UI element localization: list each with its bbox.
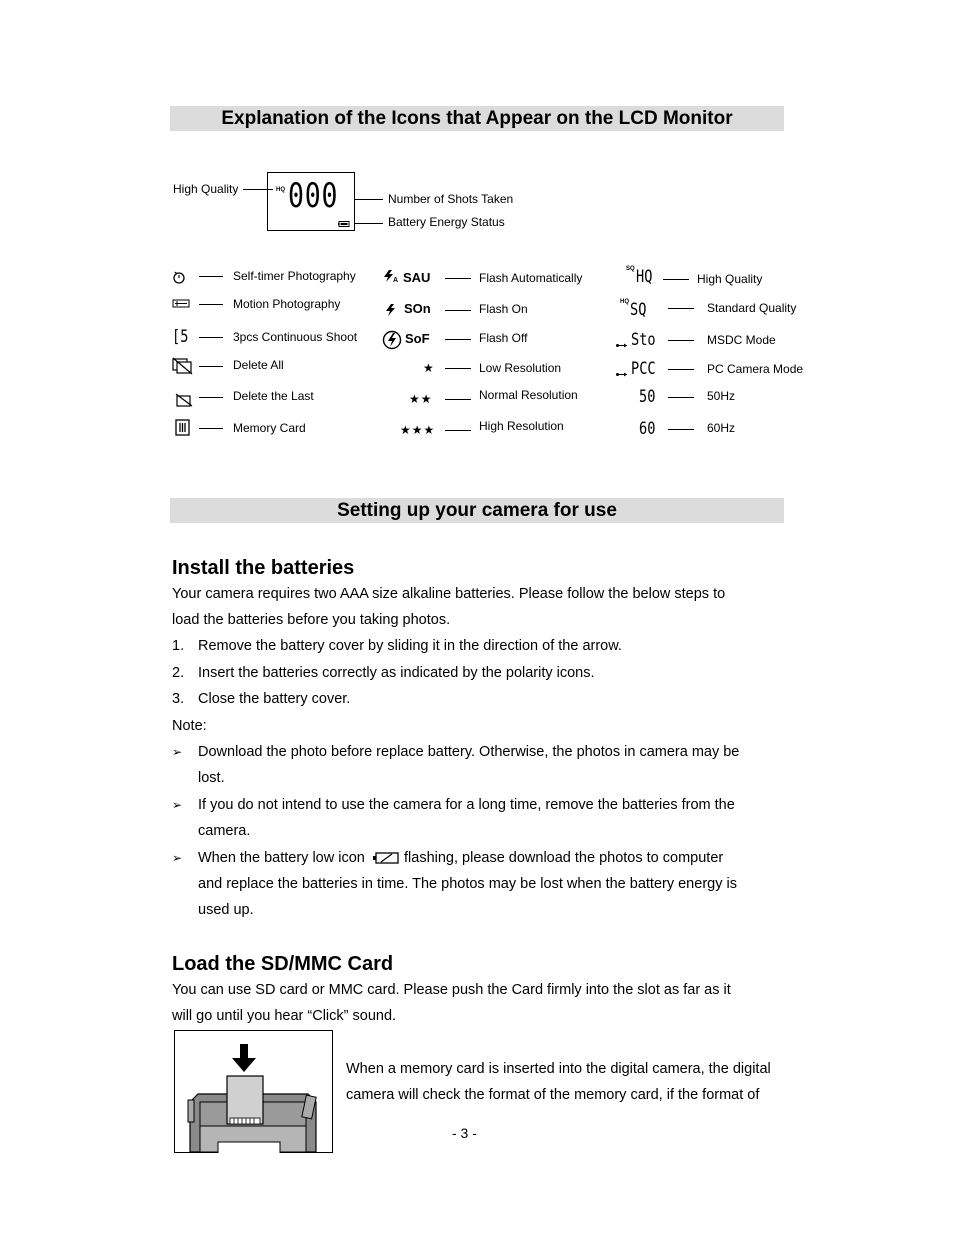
note-text: and replace the batteries in time. The photos may be lost when the battery energy is	[198, 876, 737, 892]
leader-line	[355, 223, 383, 224]
label-delete-all: Delete All	[233, 358, 284, 372]
lcd-hq-tag: HQ	[276, 187, 285, 193]
label-flash-off: Flash Off	[479, 331, 528, 345]
label-60hz: 60Hz	[707, 421, 736, 435]
lcd-shot-digits: 000	[288, 176, 339, 216]
step-text: Close the battery cover.	[198, 691, 351, 707]
leader-line	[663, 279, 689, 280]
label-normal-resolution: Normal Resolution	[479, 388, 578, 402]
sd-side-text-line-2: camera will check the format of the memory card, if the format of	[346, 1087, 760, 1103]
label-self-timer: Self-timer Photography	[233, 269, 356, 283]
leader-line	[445, 278, 471, 279]
sd-intro-line-2: will go until you hear “Click” sound.	[172, 1008, 397, 1024]
star-icon: ★★	[409, 392, 433, 406]
note-text: camera.	[198, 823, 251, 839]
leader-line	[445, 368, 471, 369]
delete-last-icon	[175, 393, 193, 407]
label-motion: Motion Photography	[233, 297, 341, 311]
star-icon: ★★★	[400, 423, 436, 437]
label-low-resolution: Low Resolution	[479, 361, 562, 375]
msdc-icon: Sto	[631, 330, 656, 350]
motion-icon	[172, 299, 190, 309]
heading-install-batteries: Install the batteries	[172, 557, 355, 579]
lcd-display	[267, 172, 355, 231]
flash-on-icon	[385, 304, 397, 317]
leader-line	[199, 366, 223, 367]
install-intro-line-1: Your camera requires two AAA size alkaline batteries. Please follow the below steps to	[172, 586, 726, 602]
leader-line	[199, 428, 223, 429]
label-msdc-mode: MSDC Mode	[707, 333, 776, 347]
60hz-icon: 60	[639, 419, 656, 439]
usb-icon	[616, 371, 628, 378]
leader-line	[199, 304, 223, 305]
label-pc-camera-mode: PC Camera Mode	[707, 362, 804, 376]
flash-auto-icon	[383, 270, 399, 283]
sq-icon: SQ	[630, 300, 647, 320]
leader-line	[668, 308, 694, 309]
leader-line	[445, 430, 471, 431]
label-delete-last: Delete the Last	[233, 389, 314, 403]
delete-all-icon	[172, 357, 194, 375]
leader-line	[199, 397, 223, 398]
page-number: - 3 -	[452, 1125, 477, 1141]
label-high-quality: High Quality	[697, 272, 763, 286]
leader-line	[668, 397, 694, 398]
section-title-setup: Setting up your camera for use	[170, 498, 784, 523]
lcd-label-battery: Battery Energy Status	[388, 215, 505, 229]
hq-icon: HQ	[636, 267, 653, 287]
pc-camera-icon: PCC	[631, 359, 656, 379]
label-continuous: 3pcs Continuous Shoot	[233, 330, 358, 344]
bullet-arrow-icon: ➢	[172, 798, 183, 812]
leader-line	[668, 340, 694, 341]
step-number: 3.	[172, 691, 185, 707]
usb-icon	[616, 342, 628, 349]
sd-intro-line-1: You can use SD card or MMC card. Please push the Card firmly into the slot as far as it	[172, 982, 731, 998]
continuous-icon: [5	[172, 327, 189, 347]
leader-line	[445, 399, 471, 400]
note-text: If you do not intend to use the camera for a long time, remove the batteries from the	[198, 797, 735, 813]
note-label: Note:	[172, 718, 207, 734]
star-icon: ★	[423, 361, 435, 375]
flash-off-icon	[382, 330, 402, 350]
code-flash-auto: SAU	[403, 270, 431, 285]
leader-line	[668, 429, 694, 430]
leader-line	[355, 199, 383, 200]
note-text: Download the photo before replace battery. Otherwise, the photos in camera may be	[198, 744, 740, 760]
lcd-label-high-quality: High Quality	[173, 182, 239, 196]
leader-line	[199, 337, 223, 338]
label-memory-card: Memory Card	[233, 421, 306, 435]
note-text: lost.	[198, 770, 225, 786]
svg-text:A: A	[393, 277, 399, 283]
code-flash-on: SOn	[404, 301, 431, 316]
leader-line	[668, 369, 694, 370]
install-intro-line-2: load the batteries before you taking photos.	[172, 612, 451, 628]
leader-line	[445, 339, 471, 340]
heading-load-card: Load the SD/MMC Card	[172, 953, 394, 975]
label-standard-quality: Standard Quality	[707, 301, 797, 315]
timer-icon	[172, 270, 186, 284]
50hz-icon: 50	[639, 387, 656, 407]
card-insert-illustration	[174, 1030, 333, 1153]
label-flash-on: Flash On	[479, 302, 528, 316]
note-text: flashing, please download the photos to computer	[404, 850, 724, 866]
bullet-arrow-icon: ➢	[172, 745, 183, 759]
sd-side-text-line-1: When a memory card is inserted into the digital camera, the digital	[346, 1061, 771, 1077]
code-flash-off: SoF	[405, 331, 430, 346]
memory-card-icon	[175, 419, 190, 436]
bullet-arrow-icon: ➢	[172, 851, 183, 865]
step-number: 2.	[172, 665, 185, 681]
battery-icon	[338, 221, 350, 227]
battery-low-icon	[373, 852, 399, 864]
step-text: Remove the battery cover by sliding it in the direction of the arrow.	[198, 638, 622, 654]
leader-line	[199, 276, 223, 277]
hq-tag: HQ	[620, 299, 629, 305]
step-number: 1.	[172, 638, 185, 654]
step-text: Insert the batteries correctly as indicated by the polarity icons.	[198, 665, 595, 681]
section-title-icons: Explanation of the Icons that Appear on the LCD Monitor	[170, 106, 784, 131]
note-text: When the battery low icon	[198, 850, 365, 866]
leader-line	[445, 310, 471, 311]
lcd-label-shots: Number of Shots Taken	[388, 192, 514, 206]
note-text: used up.	[198, 902, 254, 918]
label-high-resolution: High Resolution	[479, 419, 564, 433]
label-flash-auto: Flash Automatically	[479, 271, 583, 285]
sq-tag: SQ	[626, 266, 635, 272]
label-50hz: 50Hz	[707, 389, 736, 403]
